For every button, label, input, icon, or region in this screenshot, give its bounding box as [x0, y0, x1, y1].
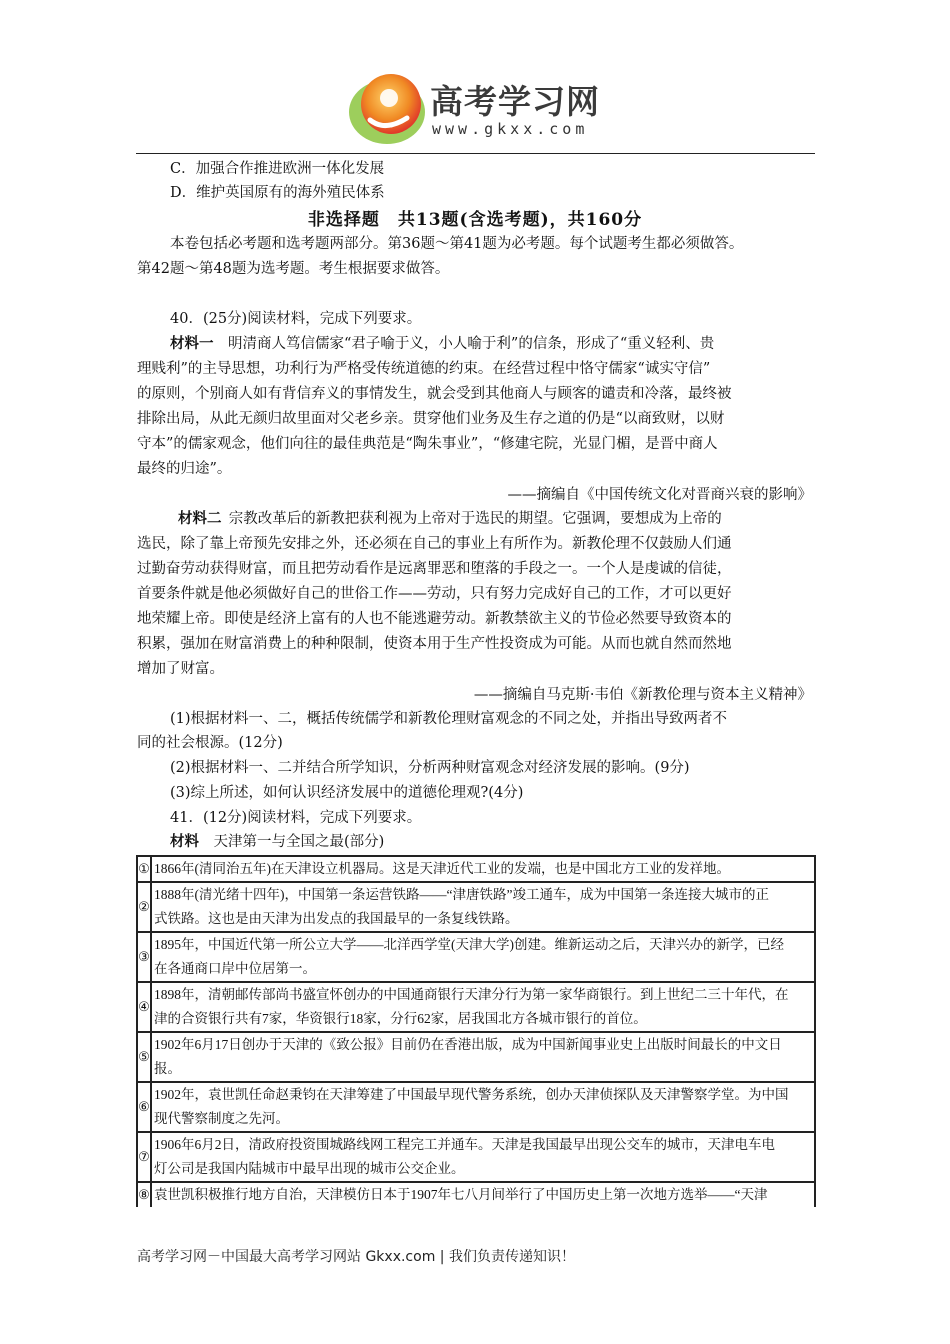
row-line: 在各通商口岸中位居第一。: [154, 961, 316, 976]
row-number: ①: [137, 856, 151, 882]
q40-sub1-b: 同的社会根源。(12分): [137, 735, 283, 751]
q40-m1-line-3: 排除出局，从此无颜归故里面对父老乡亲。贯穿他们业务及生存之道的仍是“以商致财，以财: [137, 411, 725, 427]
q41-title: 天津第一与全国之最(部分): [213, 834, 385, 850]
table-row: [137, 856, 815, 882]
q40-m1-line-2: 的原则，个别商人如有背信弃义的事情发生，就会受到其他商人与顾客的谴责和冷落，最终被: [137, 386, 732, 402]
row-text: [151, 1082, 815, 1132]
row-text: [151, 856, 815, 882]
q40-m2-line-5: 积累，强加在财富消费上的种种限制，使资本用于生产性投资成为可能。从而也就自然而然地: [137, 636, 732, 652]
q40-m2-label: 材料二: [178, 510, 222, 527]
table-row: [137, 1182, 815, 1207]
logo-url: www.gkxx.com: [432, 120, 589, 138]
row-number: ⑤: [137, 1032, 151, 1082]
row-text: [151, 1132, 815, 1182]
section-intro-1: 本卷包括必考题和选考题两部分。第36题～第41题为必考题。每个试题考生都必须做答。: [170, 236, 744, 252]
q40-m1-source: ——摘编自《中国传统文化对晋商兴衰的影响》: [507, 487, 812, 503]
q40-m2-line-2: 过勤奋劳动获得财富，而且把劳动看作是远离罪恶和堕落的手段之一。一个人是虔诚的信徒，: [137, 561, 732, 577]
page-footer: 高考学习网－中国最大高考学习网站 Gkxx.com | 我们负责传递知识！: [137, 1249, 575, 1265]
row-number: ⑦: [137, 1132, 151, 1182]
row-line: 1866年(清同治五年)在天津设立机器局。这是天津近代工业的发端，也是中国北方工业的发祥地。: [154, 861, 730, 876]
q41-material: [170, 830, 384, 855]
q41-label: 材料: [170, 833, 199, 850]
q40-m1-line-4: 守本”的儒家观念，他们向往的最佳典范是“陶朱事业”，“修建宅院，光显门楣，是晋中商人: [137, 436, 718, 452]
row-line: 现代警察制度之先河。: [154, 1111, 289, 1126]
table-row: [137, 1082, 815, 1132]
table-row: [137, 982, 815, 1032]
row-number: ⑧: [137, 1182, 151, 1207]
row-line: 报。: [154, 1061, 181, 1076]
q41-head: 41．(12分)阅读材料，完成下列要求。: [170, 810, 422, 826]
row-line: 1895年，中国近代第一所公立大学——北洋西学堂(天津大学)创建。维新运动之后，天津兴办的新学，已经: [154, 937, 784, 952]
row-number: ③: [137, 932, 151, 982]
row-number: ②: [137, 882, 151, 932]
row-line: 1902年，袁世凯任命赵秉钧在天津筹建了中国最早现代警务系统，创办天津侦探队及天津警察学堂。为中国: [154, 1087, 789, 1102]
row-line: 津的合资银行共有7家，华资银行18家，分行62家，居我国北方各城市银行的首位。: [154, 1011, 647, 1026]
q40-m2-text-0: 宗教改革后的新教把获利视为上帝对于选民的期望。它强调，要想成为上帝的: [228, 511, 722, 527]
row-number: ④: [137, 982, 151, 1032]
q40-m1-line-5: 最终的归途”。: [137, 461, 232, 477]
row-line: 灯公司是我国内陆城市中最早出现的城市公交企业。: [154, 1161, 465, 1176]
table-row: [137, 882, 815, 932]
q40-m2-line-6: 增加了财富。: [137, 661, 224, 677]
row-number: ⑥: [137, 1082, 151, 1132]
row-text: [151, 932, 815, 982]
option-c: C．加强合作推进欧洲一体化发展: [170, 161, 385, 177]
logo-title: 高考学习网: [430, 82, 600, 121]
tianjin-table: [136, 855, 816, 1207]
q40-m2-line-4: 地荣耀上帝。即使是经济上富有的人也不能逃避劳动。新教禁欲主义的节俭必然要导致资本的: [137, 611, 732, 627]
row-text: [151, 882, 815, 932]
row-text: [151, 1032, 815, 1082]
section-title: 非选择题 共13题(含选考题)，共160分: [307, 210, 643, 230]
q40-m1-label: 材料一: [170, 335, 214, 352]
row-line: 1902年6月17日创办于天津的《致公报》目前仍在香港出版，成为中国新闻事业史上出版时间最长的中文日: [154, 1037, 782, 1052]
q40-m1-line-0: [170, 332, 714, 357]
q40-m2-source: ——摘编自马克斯·韦伯《新教伦理与资本主义精神》: [473, 687, 812, 703]
q40-m2-line-0: [178, 507, 722, 532]
q40-sub2: (2)根据材料一、二并结合所学知识，分析两种财富观念对经济发展的影响。(9分): [170, 760, 690, 776]
section-intro-2: 第42题～第48题为选考题。考生根据要求做答。: [137, 261, 450, 277]
row-text: [151, 982, 815, 1032]
q40-sub1-a: (1)根据材料一、二，概括传统儒学和新教伦理财富观念的不同之处，并指出导致两者不: [170, 711, 728, 727]
row-line: 式铁路。这也是由天津为出发点的我国最早的一条复线铁路。: [154, 911, 519, 926]
q40-m1-text-0: 明清商人笃信儒家“君子喻于义，小人喻于利”的信条，形成了“重义轻利、贵: [228, 336, 715, 352]
row-line: 1888年(清光绪十四年)，中国第一条运营铁路——“津唐铁路”竣工通车，成为中国第一条连接大城市的正: [154, 887, 769, 902]
q40-sub3: (3)综上所述，如何认识经济发展中的道德伦理观?(4分): [170, 785, 524, 801]
table-row: [137, 1032, 815, 1082]
row-line: 1898年，清朝邮传部尚书盛宣怀创办的中国通商银行天津分行为第一家华商银行。到上世纪二三十年代，在: [154, 987, 789, 1002]
option-d: D．维护英国原有的海外殖民体系: [170, 185, 385, 201]
q40-m2-line-1: 选民，除了靠上帝预先安排之外，还必须在自己的事业上有所作为。新教伦理不仅鼓励人们通: [137, 536, 732, 552]
row-text: [151, 1182, 815, 1207]
row-line: 1906年6月2日，清政府投资围城路线网工程完工并通车。天津是我国最早出现公交车的城市，天津电车电: [154, 1137, 775, 1152]
q40-m2-line-3: 首要条件就是他必须做好自己的世俗工作——劳动，只有努力完成好自己的工作，才可以更好: [137, 586, 732, 602]
q40-head: 40．(25分)阅读材料，完成下列要求。: [170, 311, 422, 327]
header-rule: [136, 153, 815, 154]
q40-m1-line-1: 理贱利”的主导思想，功利行为严格受传统道德的约束。在经营过程中恪守儒家“诚实守信”: [137, 361, 711, 377]
table-row: [137, 932, 815, 982]
table-row: [137, 1132, 815, 1182]
row-line: 袁世凯积极推行地方自治，天津模仿日本于1907年七八月间举行了中国历史上第一次地方选举——“天津: [154, 1187, 768, 1202]
